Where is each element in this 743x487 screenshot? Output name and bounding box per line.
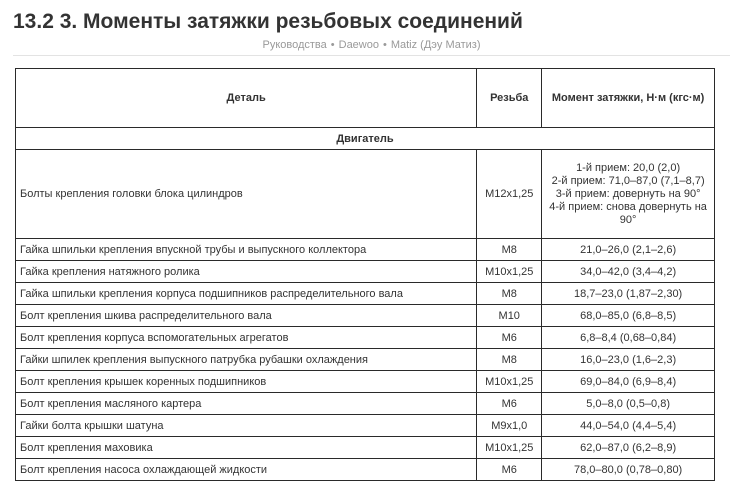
torque-cell bbox=[542, 150, 715, 239]
thread-cell: M12x1,25 bbox=[477, 150, 542, 239]
part-cell: Гайка шпильки крепления впускной трубы и выпускного коллектора bbox=[16, 239, 477, 261]
torque-cell: 21,0–26,0 (2,1–2,6) bbox=[542, 239, 715, 261]
torque-cell: 69,0–84,0 (6,9–8,4) bbox=[542, 371, 715, 393]
part-cell: Гайка шпильки крепления корпуса подшипников распределительного вала bbox=[16, 283, 477, 305]
table-row bbox=[16, 437, 715, 459]
table-row bbox=[16, 415, 715, 437]
thread-cell: M8 bbox=[477, 239, 542, 261]
torque-stage: 3-й прием: довернуть на 90° bbox=[555, 187, 701, 200]
breadcrumb-link-model[interactable]: Matiz (Дэу Матиз) bbox=[390, 39, 481, 51]
torque-cell: 16,0–23,0 (1,6–2,3) bbox=[542, 349, 715, 371]
torque-stage: 2-й прием: 71,0–87,0 (7,1–8,7) bbox=[551, 174, 705, 187]
breadcrumb-separator: • bbox=[330, 39, 335, 51]
breadcrumb-link-brand[interactable]: Daewoo bbox=[338, 39, 379, 51]
thread-cell: M10x1,25 bbox=[477, 371, 542, 393]
torque-cell: 6,8–8,4 (0,68–0,84) bbox=[542, 327, 715, 349]
torque-stage: 4-й прием: снова довернуть на 90° bbox=[549, 200, 707, 226]
table-row bbox=[16, 261, 715, 283]
table-row bbox=[16, 283, 715, 305]
torque-cell: 5,0–8,0 (0,5–0,8) bbox=[542, 393, 715, 415]
part-cell: Болт крепления корпуса вспомогательных агрегатов bbox=[16, 327, 477, 349]
part-cell: Болт крепления насоса охлаждающей жидкости bbox=[16, 459, 477, 481]
thread-cell: M6 bbox=[477, 327, 542, 349]
thread-cell: M6 bbox=[477, 459, 542, 481]
thread-cell: M10x1,25 bbox=[477, 261, 542, 283]
header-torque: Момент затяжки, Н·м (кгс·м) bbox=[542, 69, 715, 128]
table-header-row bbox=[16, 69, 715, 128]
torque-cell: 34,0–42,0 (3,4–4,2) bbox=[542, 261, 715, 283]
part-cell: Болт крепления масляного картера bbox=[16, 393, 477, 415]
part-cell: Гайки болта крышки шатуна bbox=[16, 415, 477, 437]
torque-cell: 68,0–85,0 (6,8–8,5) bbox=[542, 305, 715, 327]
section-title: Двигатель bbox=[16, 128, 715, 150]
torque-cell: 44,0–54,0 (4,4–5,4) bbox=[542, 415, 715, 437]
thread-cell: M6 bbox=[477, 393, 542, 415]
table-row bbox=[16, 459, 715, 481]
part-cell: Болт крепления крышек коренных подшипников bbox=[16, 371, 477, 393]
breadcrumb-link-guides[interactable]: Руководства bbox=[262, 39, 327, 51]
table-row bbox=[16, 371, 715, 393]
thread-cell: M10x1,25 bbox=[477, 437, 542, 459]
torque-cell: 78,0–80,0 (0,78–0,80) bbox=[542, 459, 715, 481]
torque-cell: 18,7–23,0 (1,87–2,30) bbox=[542, 283, 715, 305]
table-row bbox=[16, 305, 715, 327]
breadcrumb-separator: • bbox=[382, 39, 387, 51]
header-thread: Резьба bbox=[477, 69, 542, 128]
part-cell: Гайка крепления натяжного ролика bbox=[16, 261, 477, 283]
table-row bbox=[16, 150, 715, 239]
part-cell: Гайки шпилек крепления выпускного патрубка рубашки охлаждения bbox=[16, 349, 477, 371]
header-divider bbox=[13, 55, 730, 56]
table-row bbox=[16, 239, 715, 261]
table-row bbox=[16, 327, 715, 349]
page-title: 13.2 3. Моменты затяжки резьбовых соединений bbox=[13, 10, 523, 33]
header-part: Деталь bbox=[16, 69, 477, 128]
table-row bbox=[16, 349, 715, 371]
part-cell: Болты крепления головки блока цилиндров bbox=[16, 150, 477, 239]
breadcrumb bbox=[0, 39, 743, 51]
thread-cell: M8 bbox=[477, 349, 542, 371]
part-cell: Болт крепления шкива распределительного вала bbox=[16, 305, 477, 327]
part-cell: Болт крепления маховика bbox=[16, 437, 477, 459]
section-row bbox=[16, 128, 715, 150]
torque-table bbox=[15, 68, 715, 481]
thread-cell: M8 bbox=[477, 283, 542, 305]
torque-stage: 1-й прием: 20,0 (2,0) bbox=[576, 161, 681, 174]
thread-cell: M9x1,0 bbox=[477, 415, 542, 437]
thread-cell: M10 bbox=[477, 305, 542, 327]
table-row bbox=[16, 393, 715, 415]
torque-cell: 62,0–87,0 (6,2–8,9) bbox=[542, 437, 715, 459]
